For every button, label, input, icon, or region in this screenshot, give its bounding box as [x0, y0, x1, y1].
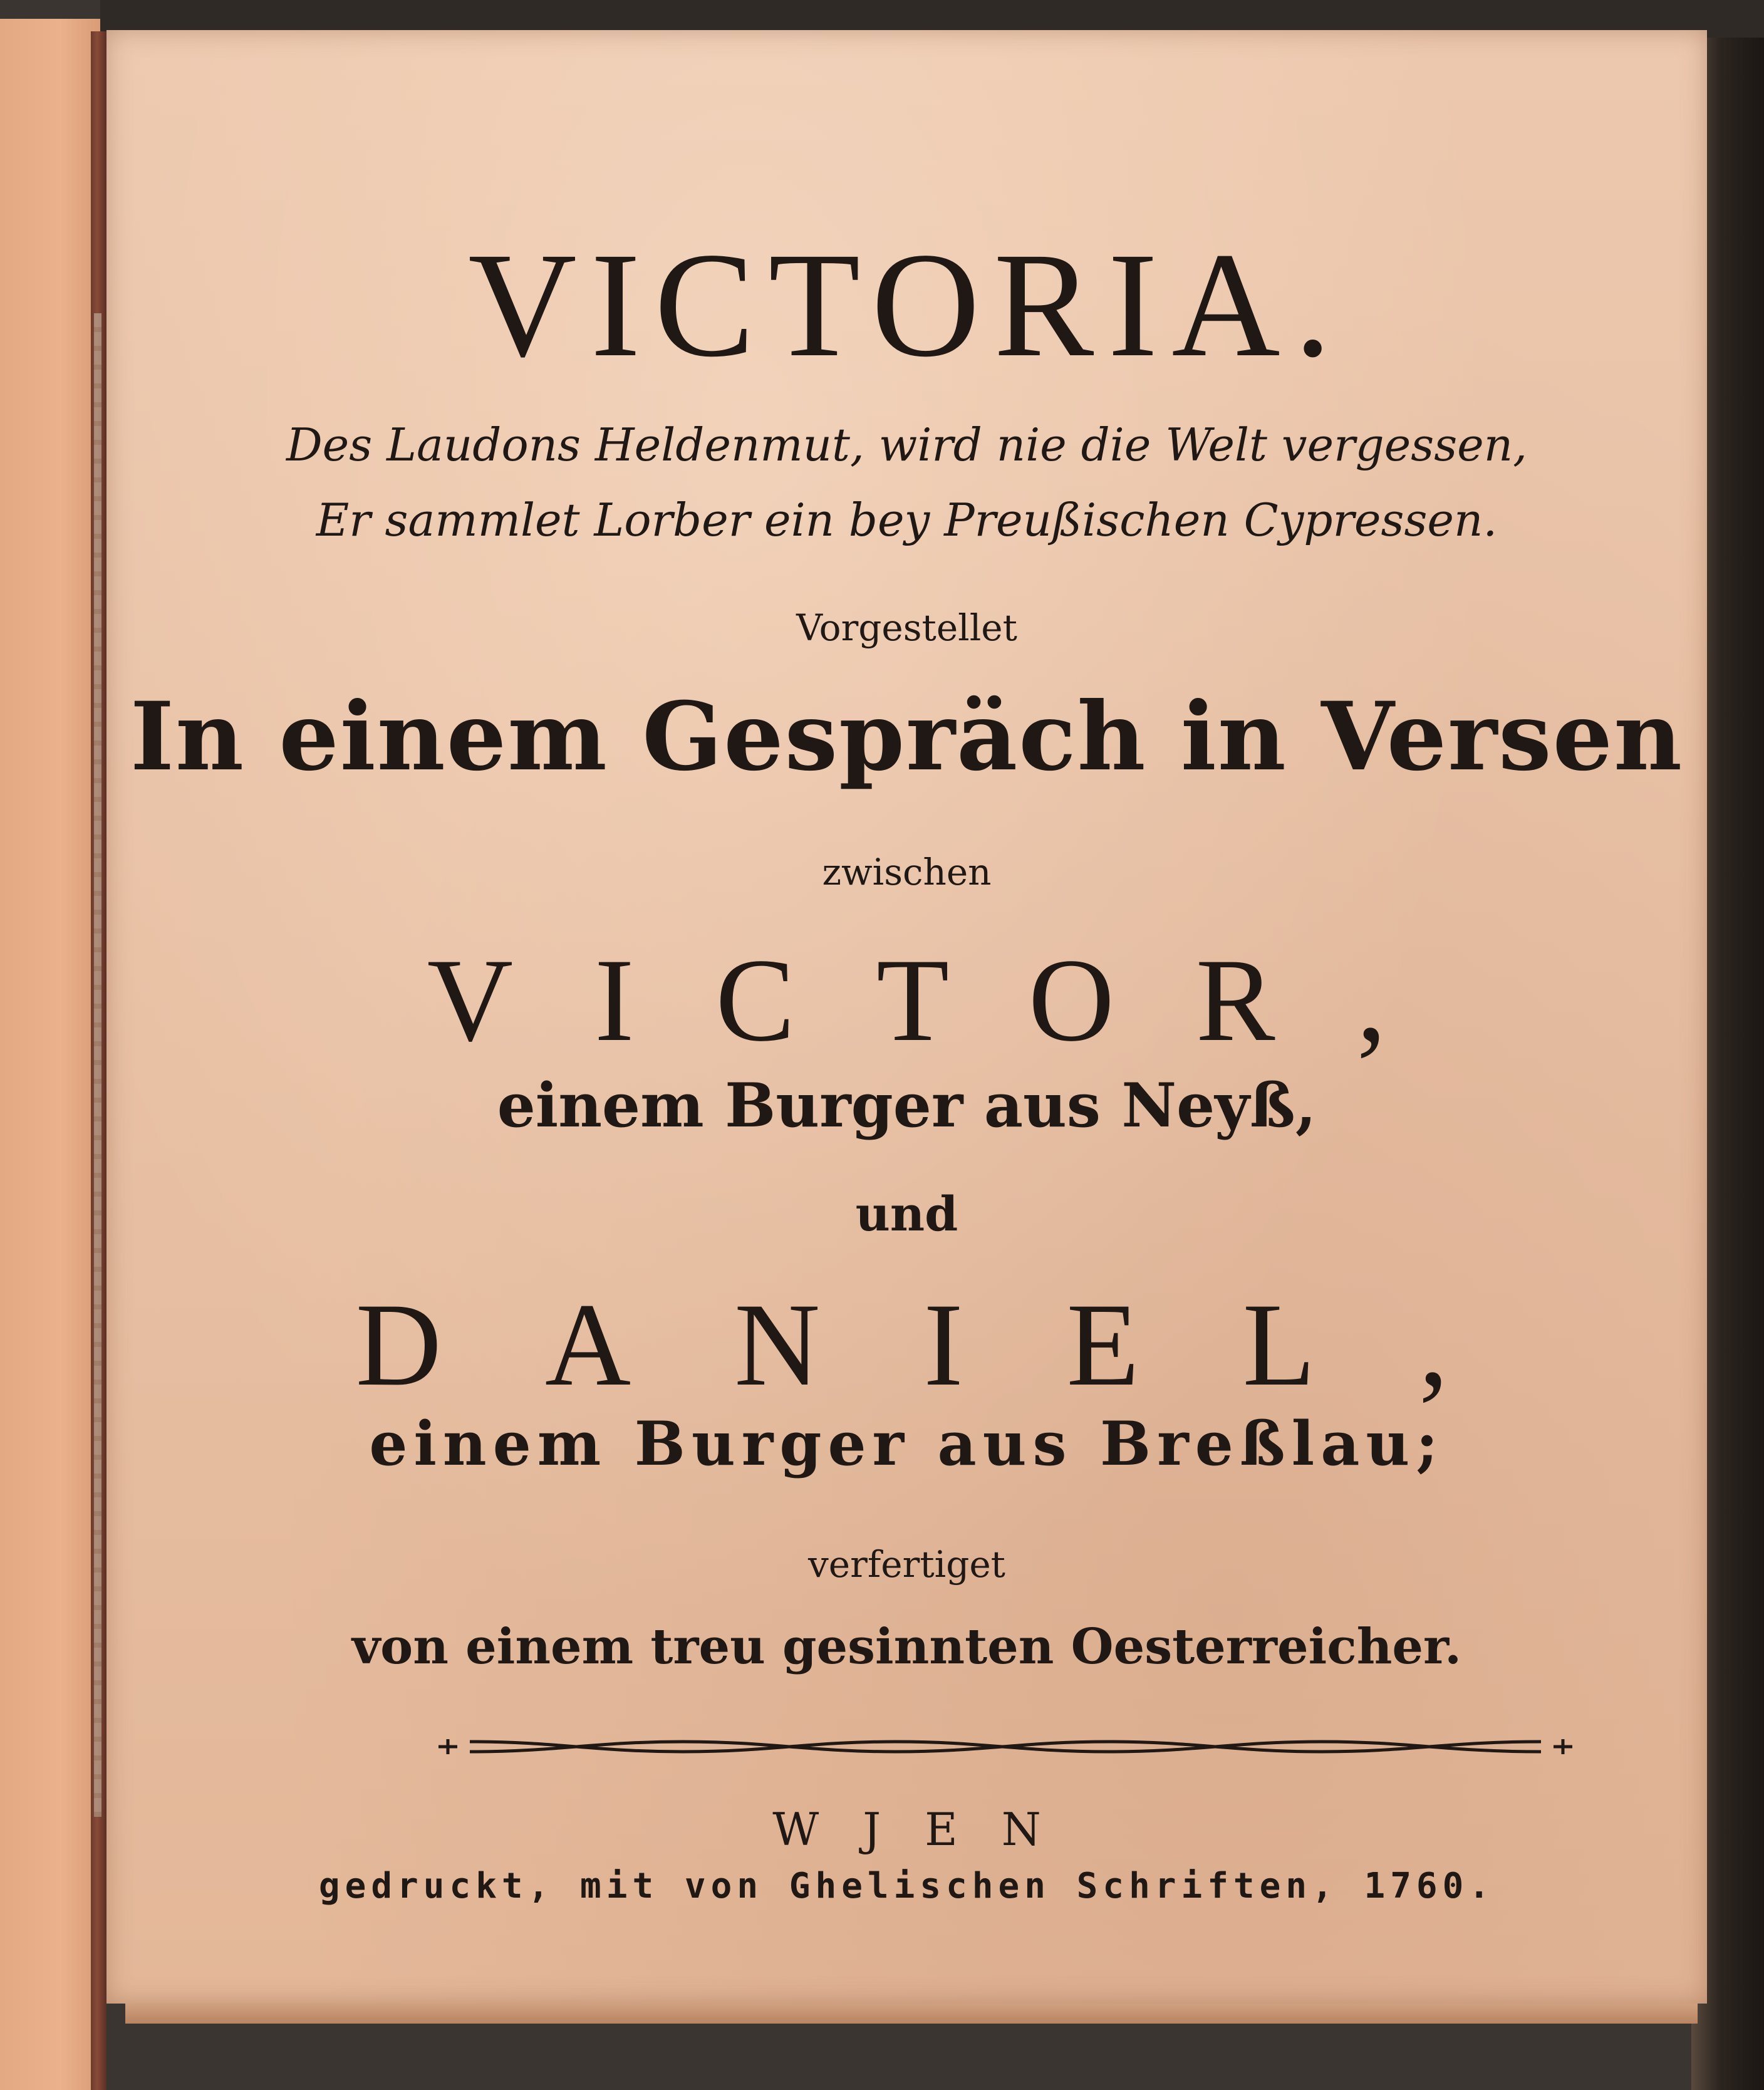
title-page [106, 30, 1707, 2004]
dialogue-heading: In einem Gespräch in Versen [130, 682, 1684, 792]
spine-stitching [94, 313, 101, 1817]
book-cover-inside [0, 19, 100, 2090]
author-line: von einem treu gesinnten Oesterreicher. [351, 1618, 1462, 1675]
speaker2-name: DANIEL, [355, 1279, 1552, 1411]
speaker2-description: einem Burger aus Breßlau; [369, 1408, 1445, 1479]
page-title: VICTORIA. [468, 221, 1346, 388]
ornamental-rule [432, 1734, 1579, 1759]
speaker1-name: VICTOR, [427, 935, 1468, 1066]
imprint-city: WJEN [772, 1803, 1085, 1856]
motto-line-2: Er sammlet Lorber ein bey Preußischen Cypressen. [316, 494, 1498, 546]
presented-label: Vorgestellet [796, 606, 1017, 649]
between-label: zwischen [822, 851, 992, 893]
imprint-line: gedruckt, mit von Ghelischen Schriften, 1760. [318, 1866, 1495, 1906]
motto-line-1: Des Laudons Heldenmut, wird nie die Welt vergessen, [286, 419, 1528, 471]
speaker1-description: einem Burger aus Neyß, [497, 1070, 1317, 1141]
conjunction-label: und [855, 1186, 958, 1242]
made-by-label: verfertiget [808, 1543, 1005, 1586]
